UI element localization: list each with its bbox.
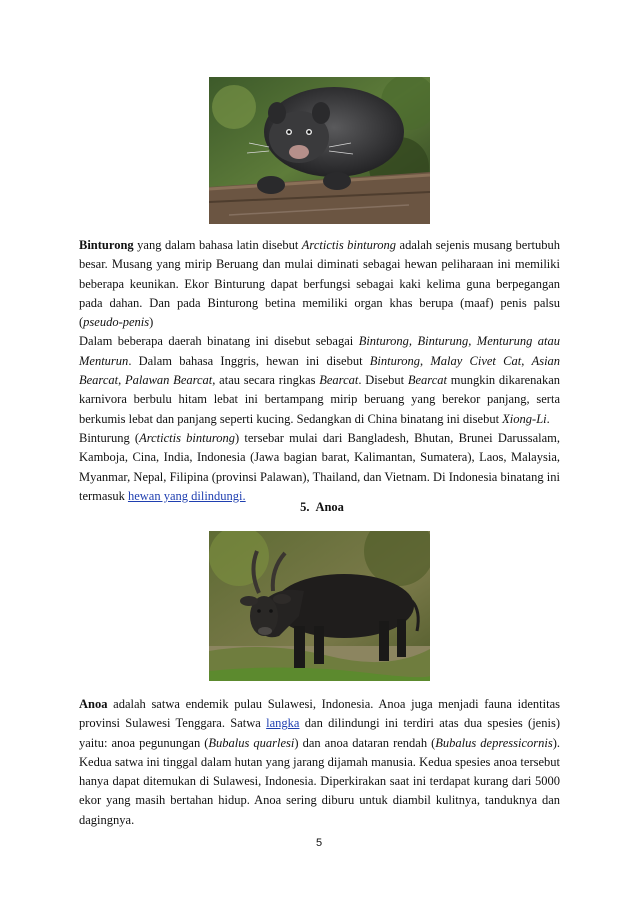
chinese-name: Xiong-Li <box>502 411 547 426</box>
text-run: mungkin dikarenakan karnivora berbulu hitam lebat ini bertampang mirip beruang yang berekor panjang, serta berkumis lebat dan panjang seperti kucing. Sedangkan di China binatang ini disebut <box>79 373 561 426</box>
anoa-photo <box>209 531 430 681</box>
binturong-name: Binturong <box>79 238 134 252</box>
page-number: 5 <box>315 837 323 849</box>
text-run: ). Kedua satwa ini tinggal dalam hutan yang jarang dijamah manusia. Kedua spesies anoa tersebut hanya dapat ditemukan di Sulawesi, Indonesia. Diperkirakan saat ini terdapat kurang dari 5000 ekor yang masih bertahan hidup. Anoa sering diburu untuk diambil kulitnya, tanduknya dan dagingnya. <box>79 735 561 827</box>
section-heading-anoa <box>0 500 638 515</box>
latin-name: Arctictis binturong <box>139 430 236 445</box>
anoa-illustration <box>209 531 430 681</box>
english-name: Palawan Bearcat <box>124 373 213 388</box>
text-run: adalah sejenis musang bertubuh besar. Musang yang mirip Beruang dan mulai diminati sebagai hewan peliharaan ini memiliki beberapa keunikan. Ekor Binturung dapat berfungsi sebagai kaki kelima guna berpegangan pada dahan. Dan pada Binturong betina memiliki organ khas berupa (maaf) penis palsu ( <box>79 238 560 330</box>
english-name: Malay Civet Cat <box>430 353 522 368</box>
english-name: Binturong <box>369 353 421 368</box>
text-run: dan dilindungi ini terdiri atas dua spesies (jenis) yaitu: anoa pegunungan ( <box>79 716 560 750</box>
pseudo-term: pseudo-penis <box>83 315 150 330</box>
binturong-photo <box>209 77 430 224</box>
text-run: ) tersebar mulai dari Bangladesh, Bhutan, Brunei Darussalam, Kamboja, Cina, India, Indonesia (Jawa bagian barat, Kalimantan, Sumatera), Laos, Malaysia, Myanmar, Nepal, Filipina (provinsi Palawan), Thailand, dan Vietnam. Di Indonesia binatang ini termasuk <box>79 430 560 503</box>
text-run: Binturung ( <box>79 430 140 445</box>
anoa-paragraph <box>79 695 560 830</box>
langka-link[interactable]: langka <box>266 716 300 731</box>
text-run: yang dalam bahasa latin disebut <box>133 238 302 252</box>
text-run: ) <box>149 315 154 330</box>
text-run: . Dalam bahasa Inggris, hewan ini disebut <box>128 353 370 368</box>
binturong-text-block <box>79 236 560 506</box>
text-run: , atau secara ringkas <box>212 373 320 388</box>
text-run: ) dan anoa dataran rendah ( <box>294 735 436 750</box>
text-run: Dalam beberapa daerah binatang ini disebut sebagai <box>79 334 359 349</box>
binturong-illustration <box>209 77 430 224</box>
binturong-paragraph-1 <box>79 236 560 332</box>
english-name: Bearcat <box>319 373 359 388</box>
binturong-paragraph-3 <box>79 429 560 506</box>
latin-name: Bubalus depressicornis <box>435 735 553 750</box>
english-name: Bearcat <box>407 373 447 388</box>
text-run: , <box>118 373 125 388</box>
heading-number: 5. <box>300 500 310 514</box>
text-run: . Disebut <box>358 373 408 388</box>
latin-name: Bubalus quarlesi <box>208 735 295 750</box>
protected-animals-link[interactable]: hewan yang dilindungi. <box>127 488 246 503</box>
text-run: , <box>420 353 431 368</box>
anoa-text-block <box>79 695 560 830</box>
binturong-paragraph-2 <box>79 332 560 428</box>
latin-name: Arctictis binturong <box>301 238 397 252</box>
heading-title: Anoa <box>315 500 344 514</box>
local-names: Binturong, Binturung, Menturung atau Menturun <box>79 334 560 368</box>
english-name: Asian Bearcat <box>79 353 561 388</box>
text-run: , <box>521 353 532 368</box>
text-run: adalah satwa endemik pulau Sulawesi, Indonesia. Anoa juga menjadi fauna identitas provinsi Sulawesi Tenggara. Satwa <box>79 697 560 731</box>
anoa-name: Anoa <box>79 697 108 711</box>
text-run: . <box>546 411 550 426</box>
